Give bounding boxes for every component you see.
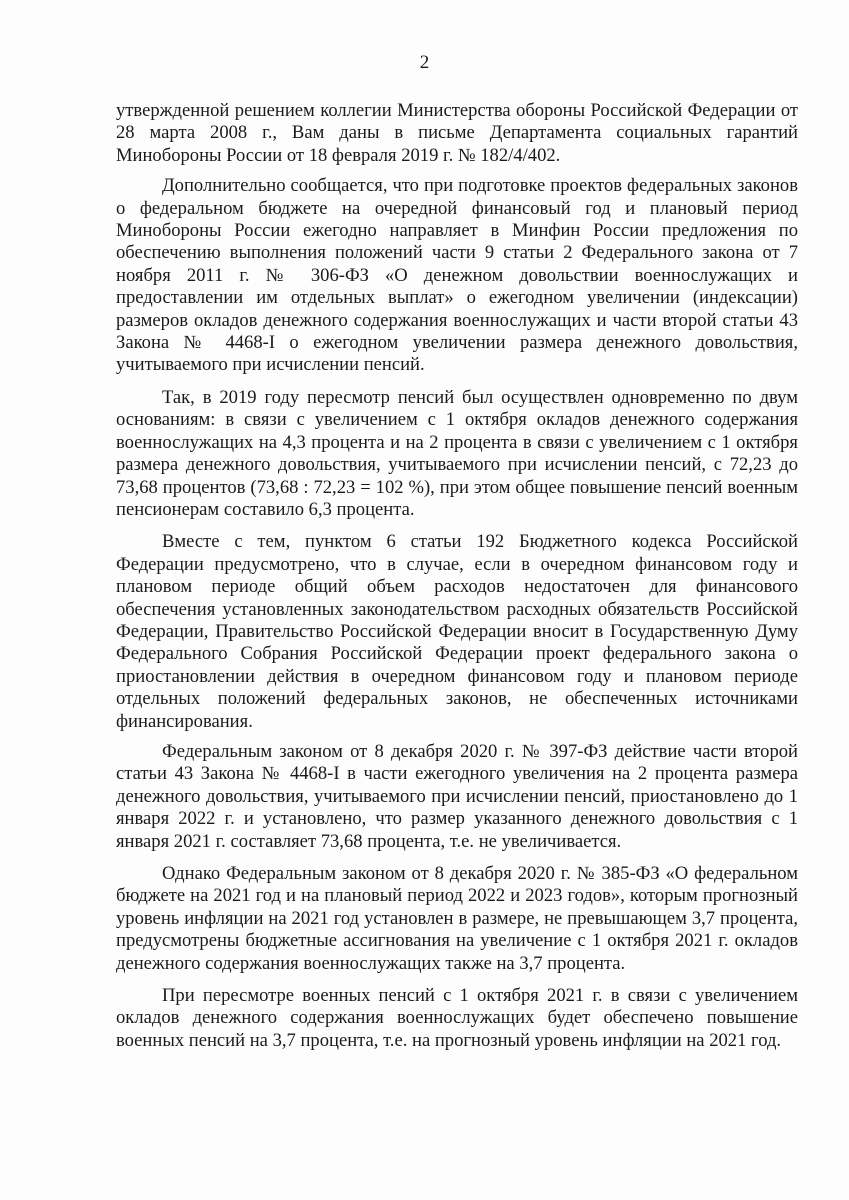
paragraph-2019-revision: Так, в 2019 году пересмотр пенсий был осуществлен одновременно по двум основаниям: в связи с увеличением с 1 октября окладов денежного содержания военнослужащих на 4,3 процента и на 2 процента в связи с увеличением с 1 октября размера денежного довольствия, учитываемого при исчислении пенсий, с 72,23 до 73,68 процентов (73,68 : 72,23 = 102 %), при этом общее повышение пенсий военным пенсионерам составило 6,3 процента. xyxy=(116,386,798,520)
paragraph-law-385: Однако Федеральным законом от 8 декабря 2020 г. № 385-ФЗ «О федеральном бюджете на 2021 год и на плановый период 2022 и 2023 годов», которым прогнозный уровень инфляции на 2021 год установлен в размере, не превышающем 3,7 процента, предусмотрены бюджетные ассигнования на увеличение с 1 октября 2021 г. окладов денежного содержания военнослужащих также на 3,7 процента. xyxy=(116,863,798,974)
paragraph-2021-revision: При пересмотре военных пенсий с 1 октября 2021 г. в связи с увеличением окладов денежного содержания военнослужащих будет обеспечено повышение военных пенсий на 3,7 процента, т.е. на прогнозный уровень инфляции на 2021 год. xyxy=(116,985,798,1051)
paragraph-law-397: Федеральным законом от 8 декабря 2020 г. № 397-ФЗ действие части второй статьи 43 Закона № 4468-I в части ежегодного увеличения на 2 процента размера денежного довольствия, учитываемого при исчислении пенсий, приостановлено до 1 января 2022 г. и установлено, что размер указанного денежного довольствия с 1 января 2021 г. составляет 73,68 процента, т.е. не увеличивается. xyxy=(116,740,798,852)
paragraph-budget-code: Вместе с тем, пунктом 6 статьи 192 Бюджетного кодекса Российской Федерации предусмотрено, что в случае, если в очередном финансовом году и плановом периоде общий объем расходов недостаточен для финансового обеспечения установленных законодательством расходных обязательств Российской Федерации, Правительство Российской Федерации вносит в Государственную Думу Федерального Собрания Российской Федерации проект федерального закона о приостановлении действия в очередном финансовом году и плановом периоде отдельных положений федеральных законов, не обеспеченных источниками финансирования. xyxy=(116,531,798,732)
page-number: 2 xyxy=(419,52,430,73)
letter-body xyxy=(116,100,798,1052)
paragraph-continuation: утвержденной решением коллегии Министерства обороны Российской Федерации от 28 марта 2008 г., Вам даны в письме Департамента социальных гарантий Минобороны России от 18 февраля 2019 г. № 182/4/402. xyxy=(116,100,798,166)
paragraph-budget-proposals: Дополнительно сообщается, что при подготовке проектов федеральных законов о федеральном бюджете на очередной финансовый год и плановый период Минобороны России ежегодно направляет в Минфин России предложения по обеспечению выполнения положений части 9 статьи 2 Федерального закона от 7 ноября 2011 г. № 306-ФЗ «О денежном довольствии военнослужащих и предоставлении им отдельных выплат» о ежегодном увеличении (индексации) размеров окладов денежного содержания военнослужащих и части второй статьи 43 Закона № 4468-I о ежегодном увеличении размера денежного довольствия, учитываемого при исчислении пенсий. xyxy=(116,175,798,376)
